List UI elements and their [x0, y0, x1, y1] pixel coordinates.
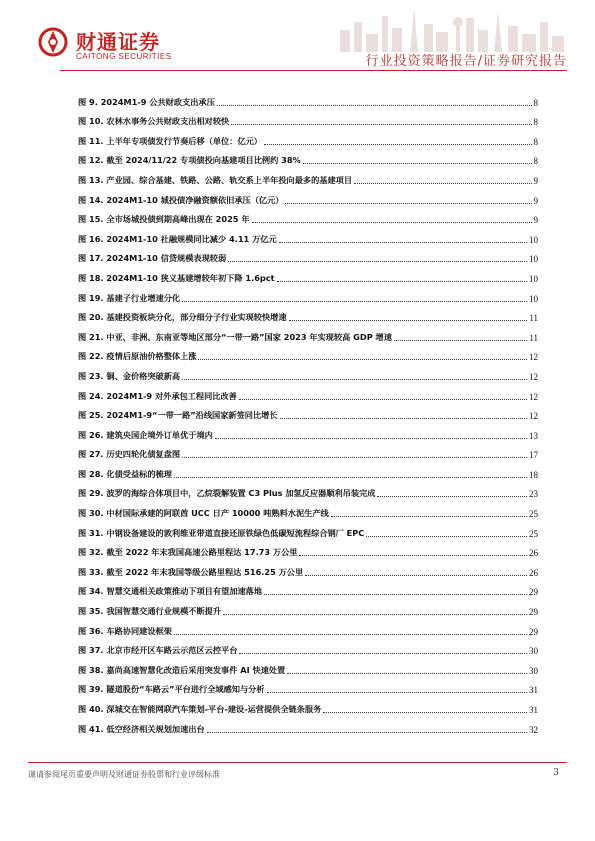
toc-entry[interactable]	[78, 245, 538, 265]
toc-entry[interactable]	[78, 108, 538, 128]
page-header	[0, 0, 595, 84]
toc-entry-title: 图 35. 我国智慧交通行业规模不断提升	[78, 606, 222, 617]
toc-entry-title: 图 11. 上半年专项债发行节奏后移（单位：亿元）	[78, 135, 262, 146]
toc-entry[interactable]	[78, 382, 538, 402]
toc-dot-leader	[331, 516, 527, 517]
toc-entry-title: 图 40. 深城交在智能网联汽车策划-平台-建设-运营提供全链条服务	[78, 704, 322, 714]
toc-entry[interactable]	[78, 343, 538, 363]
toc-entry-page: 10	[529, 234, 538, 245]
toc-dot-leader	[277, 281, 527, 282]
page-footer	[0, 762, 595, 792]
toc-dot-leader	[223, 614, 527, 615]
toc-entry-title: 图 17. 2024M1-10 信贷规模表现较弱	[78, 253, 227, 264]
toc-entry[interactable]	[78, 402, 538, 422]
toc-entry-page: 8	[533, 97, 538, 108]
toc-entry[interactable]	[78, 715, 538, 735]
toc-entry-page: 32	[529, 724, 538, 735]
toc-entry-title: 图 27. 历史四轮化债复盘图	[78, 449, 181, 460]
toc-dot-leader	[289, 320, 528, 321]
toc-entry[interactable]	[78, 695, 538, 715]
toc-entry-title: 图 26. 建筑央国企境外订单优于境内	[78, 429, 213, 440]
toc-entry[interactable]	[78, 637, 538, 657]
toc-entry-title: 图 34. 智慧交通相关政策推动下项目有望加速落地	[78, 586, 262, 597]
toc-entry-page: 13	[529, 430, 538, 441]
toc-dot-leader	[377, 496, 527, 497]
toc-entry-title: 图 30. 中材国际承建的阿联酋 UCC 日产 10000 吨熟料水泥生产线	[78, 508, 329, 519]
report-type-label: 行业投资策略报告/证券研究报告	[365, 54, 567, 69]
toc-dot-leader	[323, 712, 527, 713]
toc-entry[interactable]	[78, 225, 538, 245]
toc-entry-title: 图 19. 基建子行业增速分化	[78, 292, 181, 303]
toc-dot-leader	[174, 634, 527, 635]
toc-entry[interactable]	[78, 284, 538, 304]
toc-entry[interactable]	[78, 539, 538, 559]
toc-entry-page: 8	[533, 156, 538, 167]
toc-entry-title: 图 10. 农林水事务公共财政支出相对较快	[78, 116, 230, 127]
toc-entry-title: 图 16. 2024M1-10 社融规模同比减少 4.11 万亿元	[78, 233, 277, 244]
toc-entry-title: 图 21. 中亚、非洲、东南亚等地区部分“一带一路”国家 2023 年实现较高 GDP 增速	[78, 331, 392, 342]
toc-entry[interactable]	[78, 264, 538, 284]
toc-entry-title: 图 25. 2024M1-9“一带一路”沿线国家新签同比增长	[78, 410, 278, 421]
toc-entry-title: 图 41. 低空经济相关规划加速出台	[78, 723, 205, 734]
toc-entry[interactable]	[78, 186, 538, 206]
toc-dot-leader	[279, 242, 527, 243]
toc-entry[interactable]	[78, 304, 538, 324]
toc-entry[interactable]	[78, 499, 538, 519]
toc-dot-leader	[231, 124, 531, 125]
toc-dot-leader	[354, 183, 531, 184]
toc-entry-page: 30	[529, 646, 538, 657]
toc-entry[interactable]	[78, 323, 538, 343]
toc-entry[interactable]	[78, 127, 538, 147]
toc-entry-title: 图 20. 基建投资板块分化，部分细分子行业实现较快增速	[78, 312, 287, 323]
figure-table-of-contents	[78, 88, 538, 735]
toc-dot-leader	[217, 105, 532, 106]
toc-dot-leader	[182, 301, 527, 302]
toc-entry-page: 12	[529, 352, 538, 363]
toc-dot-leader	[264, 144, 532, 145]
toc-entry-page: 30	[529, 665, 538, 676]
toc-dot-leader	[264, 594, 527, 595]
toc-entry[interactable]	[78, 676, 538, 696]
toc-entry-page: 26	[529, 548, 538, 559]
toc-dot-leader	[366, 536, 527, 537]
toc-entry-title: 图 38. 嘉尚高速智慧化改造后采用突发事件 AI 快速处置	[78, 664, 286, 675]
toc-entry-page: 12	[529, 411, 538, 422]
city-skyline-watermark	[330, 0, 570, 52]
toc-entry-title: 图 32. 截至 2022 年末我国高速公路里程达 17.73 万公里	[78, 547, 298, 558]
toc-entry-page: 31	[529, 685, 538, 696]
toc-entry-title: 图 24. 2024M1-9 对外承包工程同比改善	[78, 390, 237, 401]
toc-entry[interactable]	[78, 519, 538, 539]
toc-entry[interactable]	[78, 441, 538, 461]
toc-entry-title: 图 22. 疫情后原油价格整体上涨	[78, 351, 197, 362]
toc-entry[interactable]	[78, 362, 538, 382]
toc-entry-page: 26	[529, 567, 538, 578]
toc-entry-page: 8	[533, 136, 538, 147]
toc-dot-leader	[252, 222, 532, 223]
brand-name-cn: 财通证券	[76, 30, 160, 54]
toc-entry[interactable]	[78, 166, 538, 186]
footer-divider	[28, 762, 567, 763]
toc-entry-page: 9	[533, 195, 538, 206]
toc-dot-leader	[303, 163, 532, 164]
toc-entry[interactable]	[78, 421, 538, 441]
toc-dot-leader	[299, 555, 527, 556]
toc-dot-leader	[285, 203, 531, 204]
toc-entry-title: 图 36. 车路协同建设框架	[78, 625, 172, 636]
toc-entry-title: 图 31. 中钢设备建设的敦利维亚带道直接还原铁绿色低碳短流程综合钢厂 EPC	[78, 527, 365, 538]
toc-entry[interactable]	[78, 88, 538, 108]
toc-entry[interactable]	[78, 480, 538, 500]
toc-dot-leader	[267, 692, 527, 693]
toc-dot-leader	[305, 575, 527, 576]
toc-dot-leader	[182, 379, 527, 380]
toc-dot-leader	[198, 359, 527, 360]
toc-entry-title: 图 37. 北京市经开区车路云示范区云控平台	[78, 645, 238, 656]
toc-dot-leader	[207, 732, 527, 733]
toc-dot-leader	[239, 653, 527, 654]
toc-entry-page: 18	[529, 469, 538, 480]
header-divider	[60, 70, 567, 71]
toc-entry[interactable]	[78, 578, 538, 598]
company-logo	[38, 26, 188, 68]
toc-entry-page: 12	[529, 391, 538, 402]
toc-entry[interactable]	[78, 656, 538, 676]
toc-entry-page: 11	[529, 313, 538, 324]
toc-entry-title: 图 29. 波罗的海综合体项目中，乙烷裂解装置 C3 Plus 加氢反应器顺利吊装完成	[78, 488, 376, 499]
toc-entry-page: 10	[529, 254, 538, 265]
toc-dot-leader	[228, 261, 527, 262]
toc-entry-page: 9	[533, 215, 538, 226]
toc-entry-page: 17	[529, 450, 538, 461]
toc-entry[interactable]	[78, 460, 538, 480]
toc-entry-page: 29	[529, 626, 538, 637]
toc-entry-page: 29	[529, 607, 538, 618]
toc-entry-title: 图 12. 截至 2024/11/22 专项债投向基建项目比例约 38%	[78, 155, 301, 166]
toc-entry[interactable]	[78, 597, 538, 617]
toc-entry-title: 图 15. 全市场城投债到期高峰出现在 2025 年	[78, 214, 250, 225]
toc-entry[interactable]	[78, 147, 538, 167]
toc-entry-title: 图 39. 隧道股份“车路云”平台进行全域感知与分析	[78, 684, 265, 695]
toc-entry-page: 31	[529, 705, 538, 715]
toc-entry[interactable]	[78, 617, 538, 637]
toc-entry-page: 25	[529, 509, 538, 520]
page-number: 3	[553, 768, 559, 778]
toc-entry-title: 图 18. 2024M1-10 狭义基建增较年初下降 1.6pct	[78, 272, 275, 283]
toc-entry-title: 图 9. 2024M1-9 公共财政支出承压	[78, 96, 215, 107]
toc-entry-page: 23	[529, 489, 538, 500]
toc-entry[interactable]	[78, 206, 538, 226]
toc-entry-page: 12	[529, 371, 538, 382]
toc-entry-title: 图 33. 截至 2022 年末我国等级公路里程达 516.25 万公里	[78, 566, 304, 577]
toc-entry-page: 29	[529, 587, 538, 598]
toc-entry-page: 11	[529, 332, 538, 343]
toc-dot-leader	[174, 477, 527, 478]
toc-dot-leader	[215, 438, 527, 439]
toc-entry-page: 10	[529, 273, 538, 284]
toc-dot-leader	[287, 673, 527, 674]
toc-entry[interactable]	[78, 558, 538, 578]
toc-dot-leader	[239, 399, 527, 400]
toc-entry-title: 图 28. 化债受益标的梳理	[78, 468, 172, 479]
toc-entry-title: 图 13. 产业园、综合基建、铁路、公路、轨交系上半年投向最多的基建项目	[78, 174, 353, 185]
footer-disclaimer: 谨请参阅尾页重要声明及财通证券股票和行业评级标准	[28, 770, 220, 779]
brand-name-en: CAITONG SECURITIES	[76, 52, 172, 61]
toc-entry-title: 图 23. 铜、金价格突破新高	[78, 370, 181, 381]
toc-entry-page: 9	[533, 175, 538, 186]
caitong-logo-icon	[38, 26, 68, 58]
toc-entry-title: 图 14. 2024M1-10 城投债净融资额依旧承压（亿元）	[78, 194, 284, 205]
toc-dot-leader	[394, 340, 527, 341]
toc-entry-page: 8	[533, 117, 538, 128]
toc-entry-page: 10	[529, 293, 538, 304]
toc-dot-leader	[182, 457, 527, 458]
toc-dot-leader	[280, 418, 527, 419]
toc-entry-page: 25	[529, 528, 538, 539]
